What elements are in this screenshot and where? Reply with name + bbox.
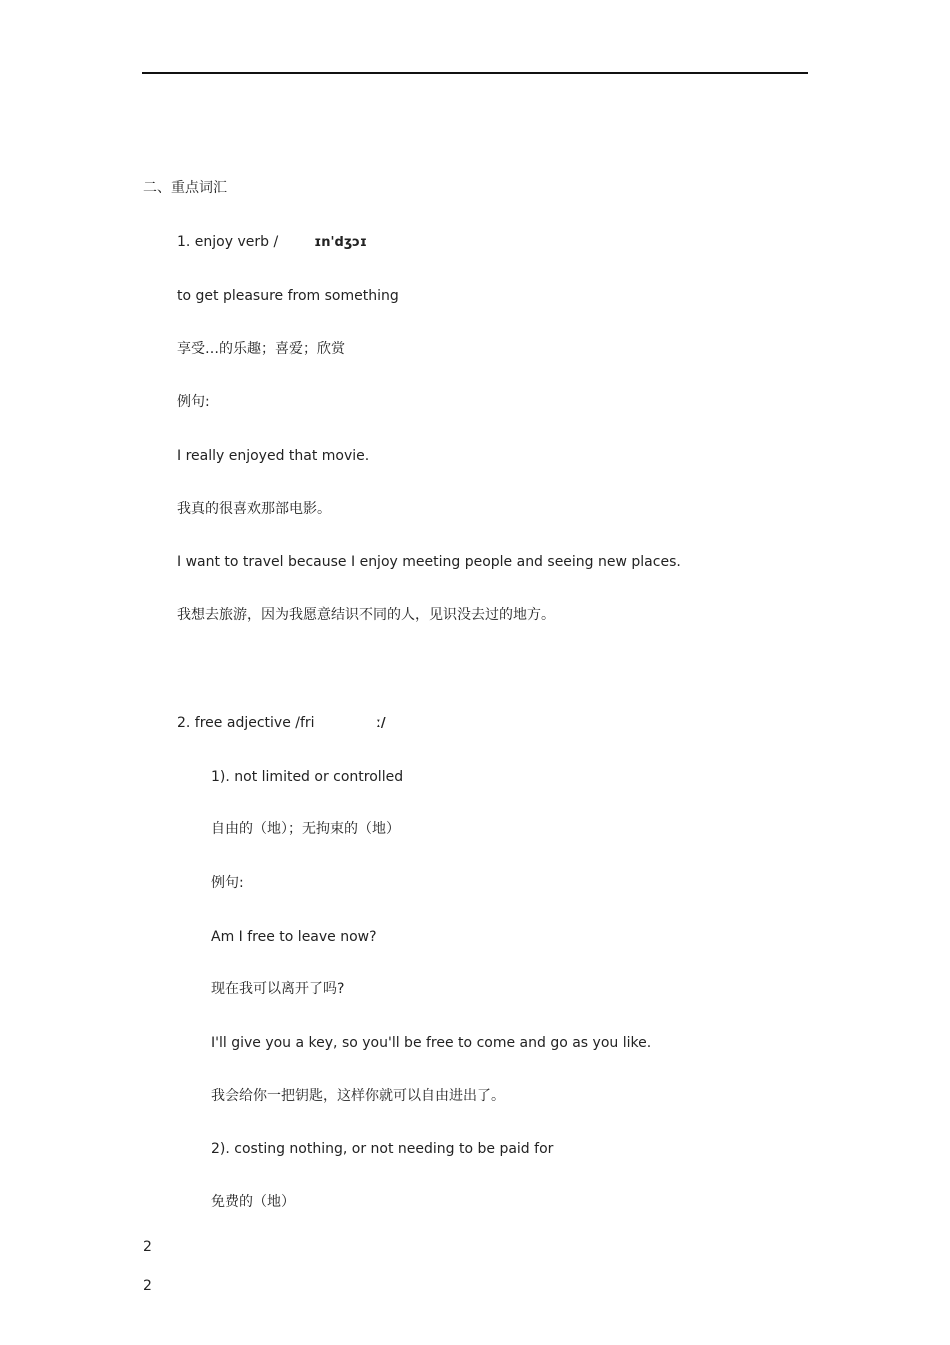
entry-enjoy-definition-zh: 享受…的乐趣；喜爱；欣赏 — [177, 341, 345, 357]
header-rule — [142, 72, 808, 74]
entry-free-phonetic: ː/ — [376, 716, 386, 731]
entry-free-sense1-example-label: 例句: — [211, 875, 244, 891]
entry-enjoy-example-2-zh: 我想去旅游，因为我愿意结识不同的人，见识没去过的地方。 — [177, 607, 555, 623]
entry-enjoy-phonetic: ɪn'dʒɔɪ — [314, 235, 367, 250]
entry-enjoy-example-label: 例句: — [177, 394, 210, 410]
entry-free-sense2-definition-zh: 免费的（地） — [211, 1194, 295, 1210]
entry-free-sense1-definition-en: 1). not limited or controlled — [211, 769, 404, 785]
page-number: 2 — [143, 1278, 152, 1294]
section-heading: 二、重点词汇 — [143, 180, 227, 196]
entry-enjoy-headword — [177, 233, 367, 252]
entry-enjoy-example-1-zh: 我真的很喜欢那部电影。 — [177, 501, 331, 517]
entry-free-sense1-definition-zh: 自由的（地）；无拘束的（地） — [211, 821, 400, 837]
entry-free-sense1-example-1-zh: 现在我可以离开了吗? — [211, 981, 345, 997]
entry-free-sense1-example-1-en: Am I free to leave now? — [211, 929, 377, 945]
entry-enjoy-example-2-en: I want to travel because I enjoy meeting people and seeing new places. — [177, 554, 681, 570]
entry-free-sense2-definition-en: 2). costing nothing, or not needing to be paid for — [211, 1141, 554, 1157]
entry-enjoy-definition-en: to get pleasure from something — [177, 288, 399, 304]
entry-free-sense1-example-2-zh: 我会给你一把钥匙，这样你就可以自由进出了。 — [211, 1088, 505, 1104]
entry-free-head: 2. free adjective /fri — [177, 715, 315, 731]
entry-free-headword — [177, 714, 386, 733]
entry-free-sense1-example-2-en: I'll give you a key, so you'll be free to come and go as you like. — [211, 1035, 652, 1051]
page-number: 2 — [143, 1239, 152, 1255]
entry-enjoy-example-1-en: I really enjoyed that movie. — [177, 448, 370, 464]
entry-enjoy-head: 1. enjoy verb / — [177, 234, 279, 250]
